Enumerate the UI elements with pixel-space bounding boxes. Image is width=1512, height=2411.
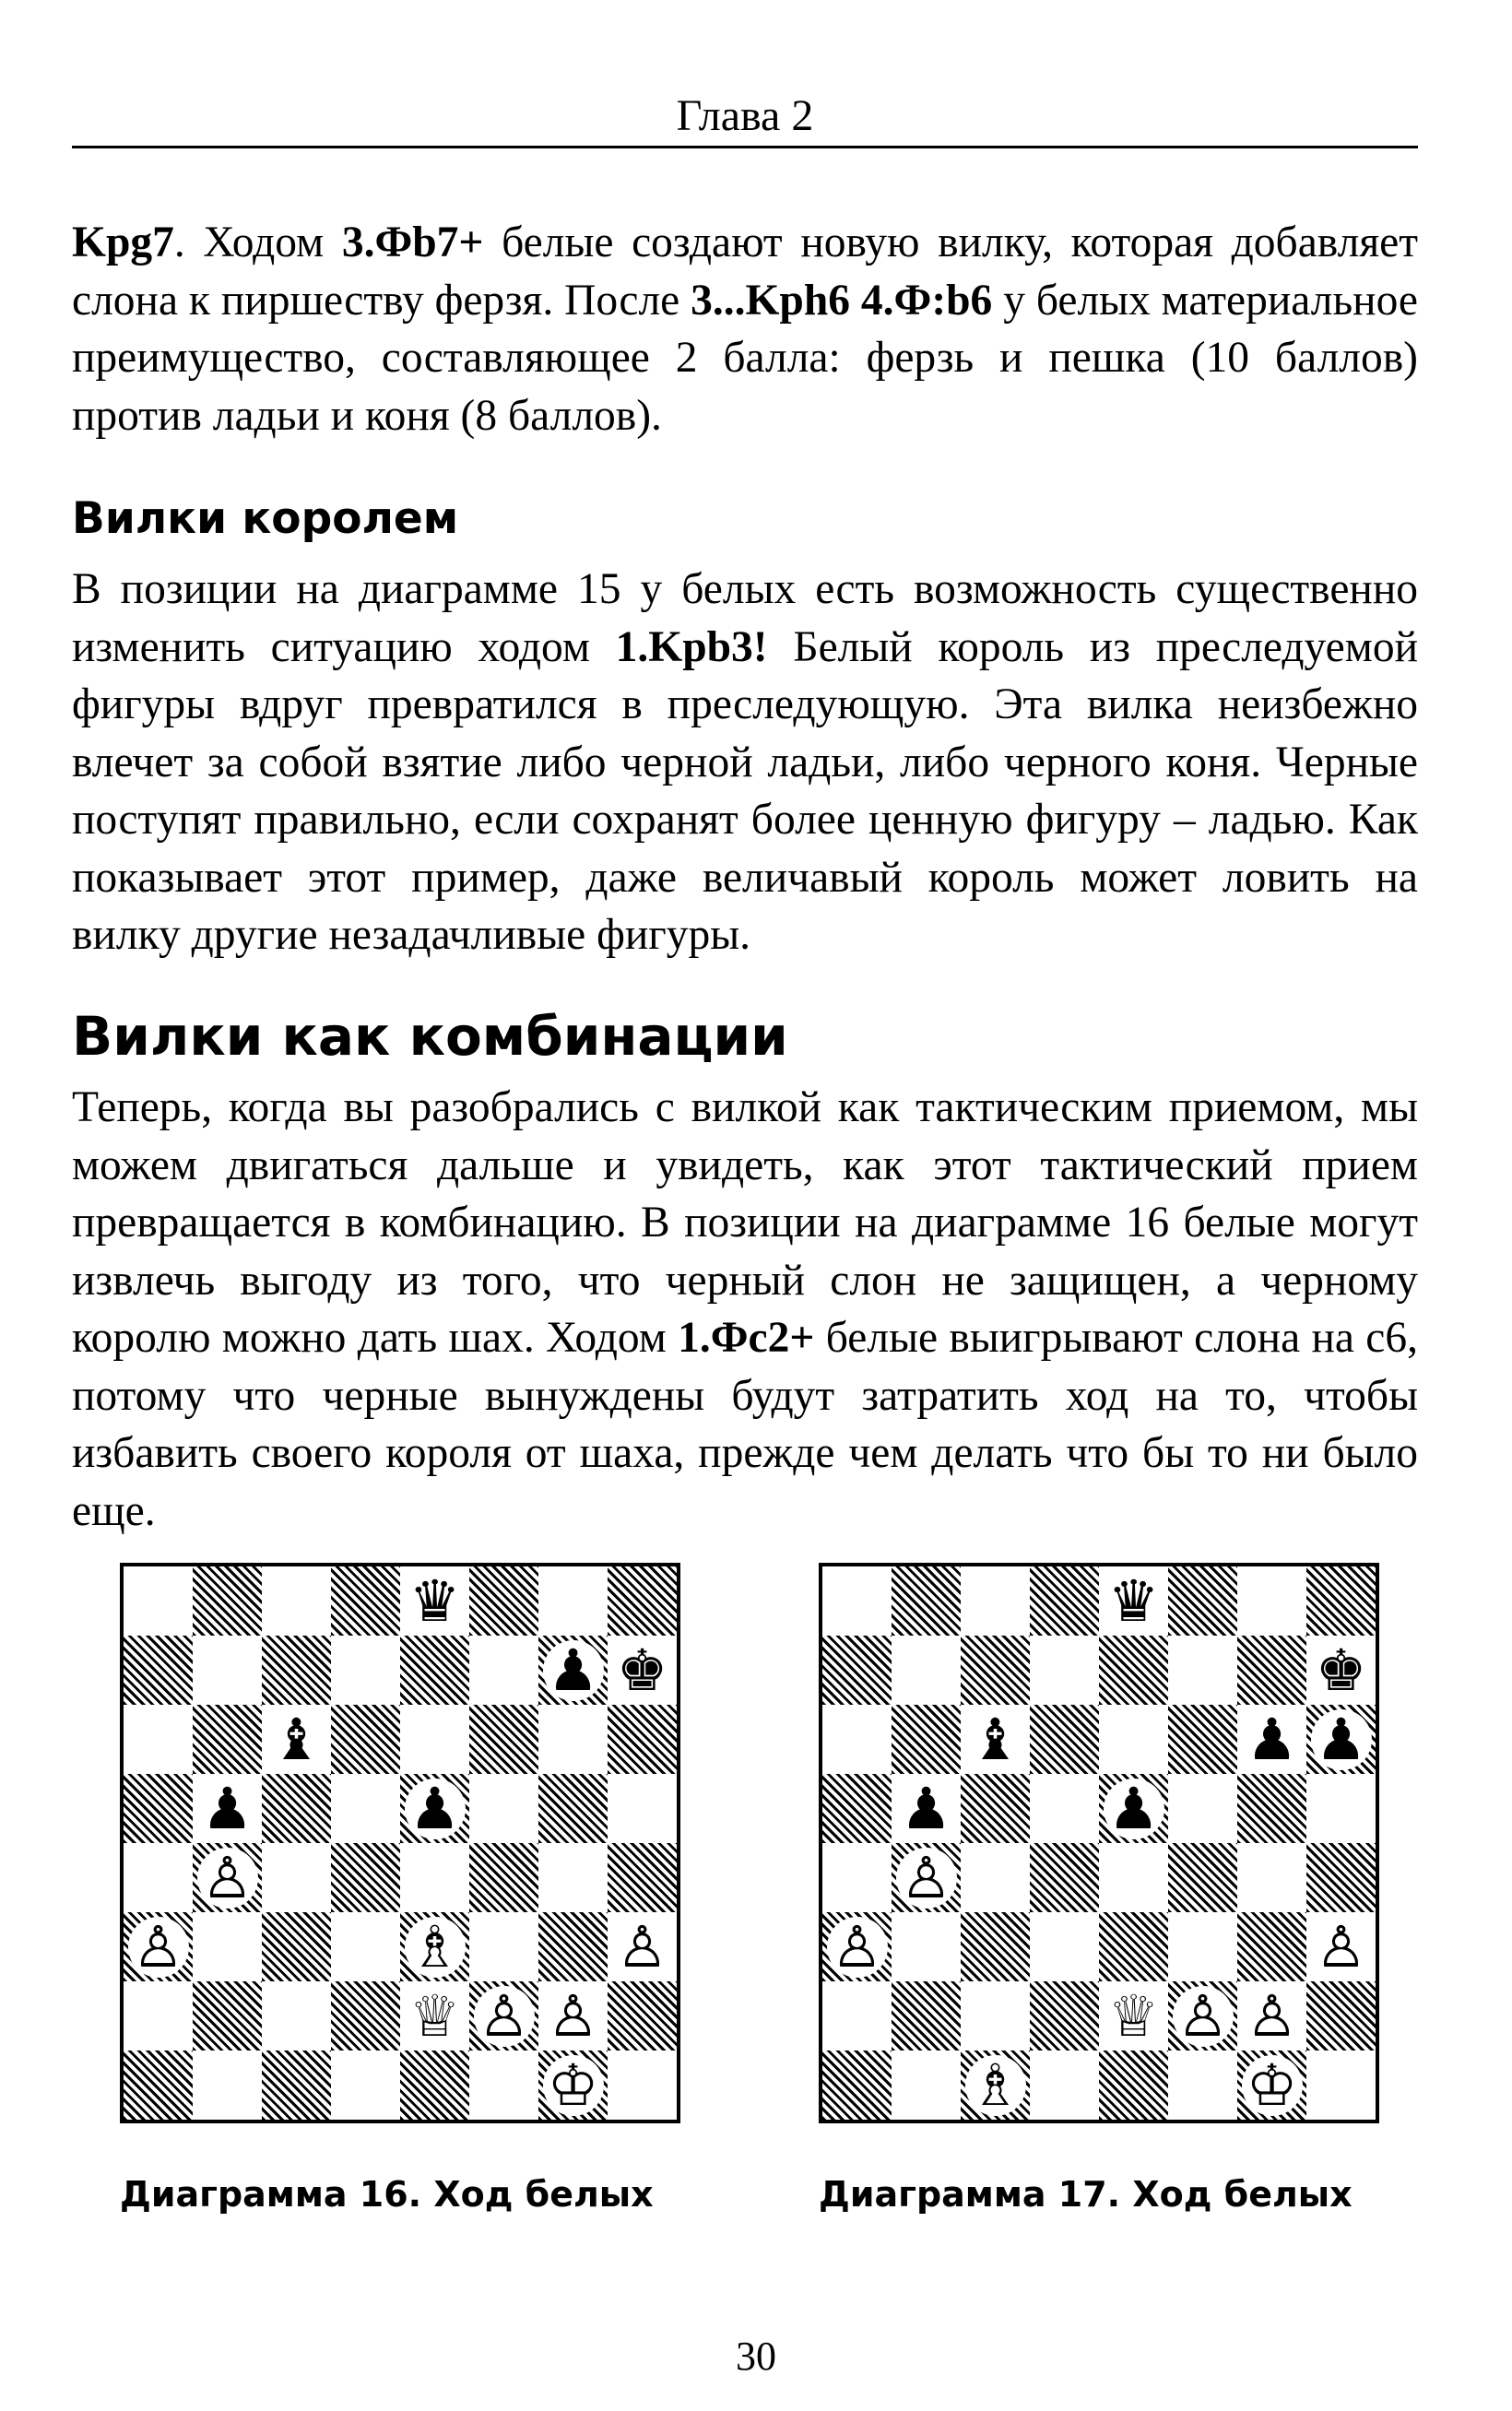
dark-square <box>961 1912 1030 1981</box>
light-square <box>124 1705 193 1774</box>
dark-square <box>331 1566 400 1636</box>
dark-square <box>892 1843 961 1912</box>
move-notation: 3.Фb7+ <box>341 219 484 266</box>
dark-square <box>822 1774 892 1843</box>
light-square <box>1099 1981 1168 2051</box>
light-square <box>400 1566 469 1636</box>
light-square <box>822 1566 892 1636</box>
black-bishop-icon: ♝ <box>266 1709 327 1770</box>
light-square <box>262 1566 331 1636</box>
light-square <box>124 1566 193 1636</box>
dark-square <box>1237 1636 1306 1705</box>
dark-square <box>538 1636 608 1705</box>
white-king-icon: ♔ <box>543 2055 604 2116</box>
light-square <box>538 1566 608 1636</box>
text-run: Белый король из преследуемой фигуры вдруг превратился в преследующую. Эта вилка неизбежно влечет за собой взятие либо черной ладьи, либо черного коня. Черные поступят правильно, если сохранят более ценную фигуру – ладью. Как показывает этот пример, даже величавый король может ловить на вилку другие незадачливые фигуры. <box>72 622 1418 959</box>
white-bishop-icon: ♗ <box>965 2055 1026 2116</box>
light-square <box>822 1843 892 1912</box>
light-square <box>331 1636 400 1705</box>
paragraph-fork-combinations <box>72 1079 1418 1540</box>
light-square <box>892 1636 961 1705</box>
light-square <box>1099 1566 1168 1636</box>
light-square <box>1168 1912 1237 1981</box>
light-square <box>1306 2051 1376 2120</box>
chess-diagram-17 <box>819 1563 1379 2123</box>
light-square <box>262 1705 331 1774</box>
white-pawn-icon: ♙ <box>827 1917 888 1978</box>
light-square <box>538 1705 608 1774</box>
text-run: белые создают новую вилку, которая добавляет слона к пиршеству ферзя. После <box>72 219 1419 325</box>
white-pawn-icon: ♙ <box>1311 1917 1372 1978</box>
light-square <box>469 1636 538 1705</box>
light-square <box>400 1843 469 1912</box>
light-square <box>1237 1981 1306 2051</box>
light-square <box>331 1774 400 1843</box>
heading-king-forks: Вилки королем <box>72 493 459 544</box>
dark-square <box>469 1981 538 2051</box>
dark-square <box>892 1981 961 2051</box>
light-square <box>1030 1636 1099 1705</box>
black-pawn-icon: ♟ <box>543 1640 604 1701</box>
light-square <box>262 1981 331 2051</box>
text-run: Теперь, когда вы разобрались с вилкой как тактическим приемом, мы можем двигаться дальше и увидеть, как этот тактический прием превращается в комбинацию. В позиции на диаграмме 16 белые могут извлечь выгоду из того, что черный слон не защищен, а черному королю можно дать шах. Ходом <box>72 1083 1418 1362</box>
light-square <box>1237 1843 1306 1912</box>
dark-square <box>193 1843 262 1912</box>
dark-square <box>1237 1912 1306 1981</box>
dark-square <box>1306 1705 1376 1774</box>
light-square <box>1168 1636 1237 1705</box>
dark-square <box>1030 1566 1099 1636</box>
dark-square <box>262 1912 331 1981</box>
text-run: . Ходом <box>173 219 342 266</box>
light-square <box>193 1636 262 1705</box>
light-square <box>822 1981 892 2051</box>
white-pawn-icon: ♙ <box>896 1848 957 1909</box>
dark-square <box>1306 1981 1376 2051</box>
dark-square <box>124 1774 193 1843</box>
light-square <box>1237 1566 1306 1636</box>
light-square <box>193 1774 262 1843</box>
black-pawn-icon: ♟ <box>1104 1779 1164 1839</box>
light-square <box>822 1705 892 1774</box>
dark-square <box>822 1912 892 1981</box>
dark-square <box>262 2051 331 2120</box>
dark-square <box>331 1981 400 2051</box>
dark-square <box>400 1774 469 1843</box>
light-square <box>1099 1705 1168 1774</box>
dark-square <box>1099 2051 1168 2120</box>
dark-square <box>961 1636 1030 1705</box>
paragraph-intro <box>72 214 1418 444</box>
white-pawn-icon: ♙ <box>1173 1986 1234 2047</box>
dark-square <box>1306 1843 1376 1912</box>
dark-square <box>1030 1843 1099 1912</box>
move-notation: Kpg7 <box>72 219 174 266</box>
light-square <box>961 1566 1030 1636</box>
dark-square <box>469 1566 538 1636</box>
dark-square <box>262 1774 331 1843</box>
dark-square <box>608 1566 677 1636</box>
light-square <box>961 1981 1030 2051</box>
dark-square <box>1168 1843 1237 1912</box>
light-square <box>538 1981 608 2051</box>
dark-square <box>1168 1981 1237 2051</box>
dark-square <box>608 1981 677 2051</box>
chapter-title: Глава 2 <box>676 91 814 140</box>
diagram-17-caption: Диаграмма 17. Ход белых <box>819 2174 1353 2215</box>
text-run: у белых материальное преимущество, составляющее 2 балла: ферзь и пешка (10 баллов) против ладьи и коня (8 баллов). <box>72 276 1418 440</box>
dark-square <box>331 1843 400 1912</box>
light-square <box>1168 1774 1237 1843</box>
light-square <box>331 1912 400 1981</box>
light-square <box>608 1774 677 1843</box>
dark-square <box>262 1636 331 1705</box>
light-square <box>1306 1774 1376 1843</box>
light-square <box>1306 1636 1376 1705</box>
dark-square <box>608 1705 677 1774</box>
black-king-icon: ♚ <box>1311 1640 1372 1701</box>
light-square <box>892 1912 961 1981</box>
dark-square <box>1168 1566 1237 1636</box>
light-square <box>469 2051 538 2120</box>
dark-square <box>538 1774 608 1843</box>
dark-square <box>1168 1705 1237 1774</box>
dark-square <box>1099 1774 1168 1843</box>
dark-square <box>1030 1981 1099 2051</box>
light-square <box>608 1636 677 1705</box>
move-notation: 1.Фс2+ <box>678 1314 815 1362</box>
dark-square <box>400 1912 469 1981</box>
light-square <box>400 1981 469 2051</box>
light-square <box>1306 1912 1376 1981</box>
dark-square <box>1099 1912 1168 1981</box>
light-square <box>331 2051 400 2120</box>
white-pawn-icon: ♙ <box>197 1848 258 1909</box>
light-square <box>124 1843 193 1912</box>
move-notation: 3...Kph6 4.Ф:b6 <box>691 276 993 325</box>
dark-square <box>124 2051 193 2120</box>
diagram-16-caption: Диаграмма 16. Ход белых <box>120 2174 654 2215</box>
light-square <box>538 1843 608 1912</box>
dark-square <box>822 1636 892 1705</box>
light-square <box>124 1981 193 2051</box>
dark-square <box>892 1566 961 1636</box>
black-pawn-icon: ♟ <box>896 1779 957 1839</box>
text-run: В позиции на диаграмме 15 у белых есть возможность существенно изменить ситуацию ходом <box>72 565 1418 671</box>
light-square <box>961 1843 1030 1912</box>
white-pawn-icon: ♙ <box>128 1917 189 1978</box>
light-square <box>400 1705 469 1774</box>
black-queen-icon: ♛ <box>405 1571 466 1632</box>
dark-square <box>822 2051 892 2120</box>
dark-square <box>1237 2051 1306 2120</box>
heading-fork-combinations: Вилки как комбинации <box>72 1005 788 1068</box>
light-square <box>892 1774 961 1843</box>
white-pawn-icon: ♙ <box>543 1986 604 2047</box>
light-square <box>1237 1705 1306 1774</box>
dark-square <box>961 2051 1030 2120</box>
black-pawn-icon: ♟ <box>1311 1709 1372 1770</box>
dark-square <box>193 1705 262 1774</box>
dark-square <box>1306 1566 1376 1636</box>
light-square <box>1030 1912 1099 1981</box>
page-number: 30 <box>736 2334 776 2379</box>
black-pawn-icon: ♟ <box>197 1779 258 1839</box>
white-pawn-icon: ♙ <box>474 1986 535 2047</box>
dark-square <box>331 1705 400 1774</box>
dark-square <box>469 1705 538 1774</box>
dark-square <box>400 1636 469 1705</box>
light-square <box>961 1705 1030 1774</box>
light-square <box>262 1843 331 1912</box>
black-pawn-icon: ♟ <box>1242 1709 1303 1770</box>
move-notation: 1.Kpb3! <box>615 622 768 671</box>
white-king-icon: ♔ <box>1242 2055 1303 2116</box>
dark-square <box>193 1566 262 1636</box>
white-bishop-icon: ♗ <box>405 1917 466 1978</box>
black-pawn-icon: ♟ <box>405 1779 466 1839</box>
header-rule <box>72 146 1418 148</box>
dark-square <box>1237 1774 1306 1843</box>
dark-square <box>892 1705 961 1774</box>
dark-square <box>538 2051 608 2120</box>
dark-square <box>538 1912 608 1981</box>
dark-square <box>961 1774 1030 1843</box>
paragraph-king-forks <box>72 561 1418 964</box>
white-queen-icon: ♕ <box>405 1986 466 2047</box>
dark-square <box>400 2051 469 2120</box>
chess-diagram-16 <box>120 1563 680 2123</box>
light-square <box>193 1912 262 1981</box>
light-square <box>1168 2051 1237 2120</box>
dark-square <box>124 1912 193 1981</box>
text-run: белые выигрывают слона на с6, потому что черные вынуждены будут затратить ход на то, чтобы избавить своего короля от шаха, прежде чем делать что бы то ни было еще. <box>72 1314 1418 1535</box>
light-square <box>892 2051 961 2120</box>
light-square <box>1099 1843 1168 1912</box>
black-king-icon: ♚ <box>612 1640 673 1701</box>
dark-square <box>1099 1636 1168 1705</box>
light-square <box>608 1912 677 1981</box>
black-bishop-icon: ♝ <box>965 1709 1026 1770</box>
light-square <box>469 1912 538 1981</box>
light-square <box>1030 2051 1099 2120</box>
light-square <box>193 2051 262 2120</box>
light-square <box>1030 1774 1099 1843</box>
dark-square <box>608 1843 677 1912</box>
dark-square <box>124 1636 193 1705</box>
black-queen-icon: ♛ <box>1104 1571 1164 1632</box>
page-header <box>72 74 1418 148</box>
dark-square <box>469 1843 538 1912</box>
dark-square <box>193 1981 262 2051</box>
white-pawn-icon: ♙ <box>1242 1986 1303 2047</box>
light-square <box>469 1774 538 1843</box>
white-queen-icon: ♕ <box>1104 1986 1164 2047</box>
light-square <box>608 2051 677 2120</box>
dark-square <box>1030 1705 1099 1774</box>
white-pawn-icon: ♙ <box>612 1917 673 1978</box>
